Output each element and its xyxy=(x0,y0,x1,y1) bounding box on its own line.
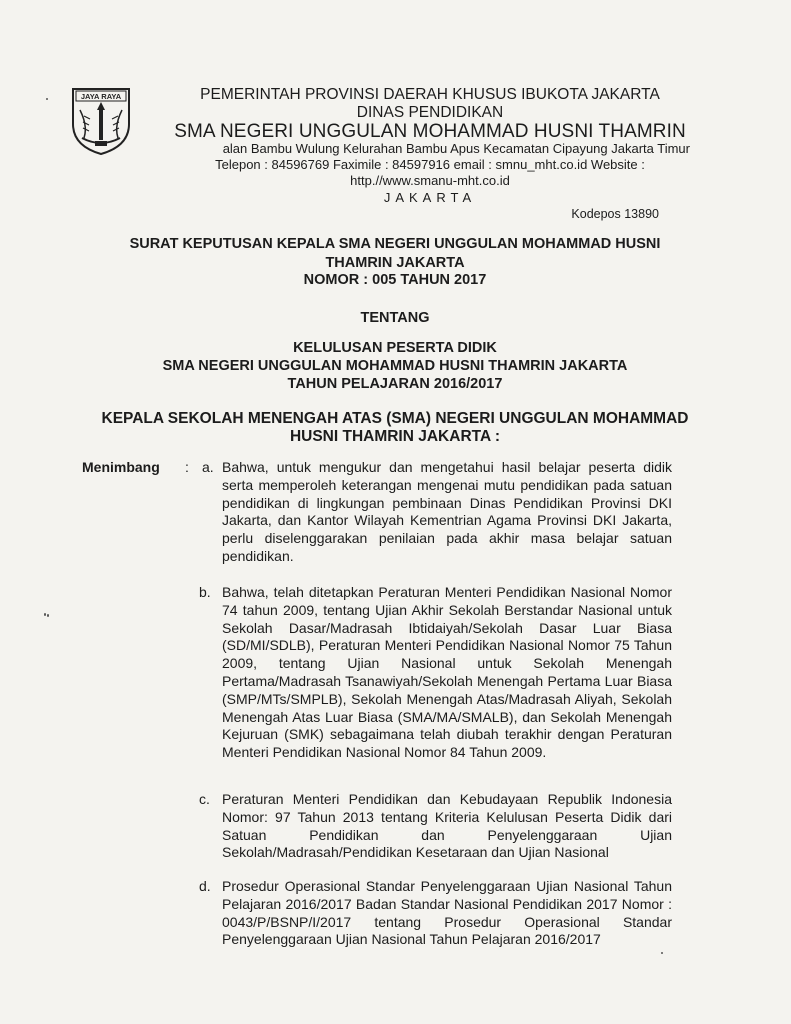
letterhead-school-name: SMA NEGERI UNGGULAN MOHAMMAD HUSNI THAMRIN xyxy=(174,121,686,142)
scan-speck xyxy=(44,613,46,616)
letterhead-contact: Telepon : 84596769 Faximile : 84597916 email : smnu_mht.co.id Website : xyxy=(215,157,645,172)
letterhead-website: http.//www.smanu-mht.co.id xyxy=(350,173,510,188)
letterhead-department: DINAS PENDIDIKAN xyxy=(356,104,504,121)
subject-line1: KELULUSAN PESERTA DIDIK xyxy=(293,340,497,356)
issuer-line1: KEPALA SEKOLAH MENENGAH ATAS (SMA) NEGERI UNGGULAN MOHAMMAD xyxy=(101,410,689,427)
decree-title-line2: THAMRIN JAKARTA xyxy=(325,255,465,271)
svg-text:JAYA RAYA: JAYA RAYA xyxy=(80,92,122,101)
letterhead-city: JAKARTA xyxy=(383,190,477,205)
item-a-letter: a. xyxy=(202,459,214,475)
letterhead-government: PEMERINTAH PROVINSI DAERAH KHUSUS IBUKOTA JAKARTA xyxy=(200,86,660,103)
postal-code: Kodepos 13890 xyxy=(571,207,659,221)
item-b-text: Bahwa, telah ditetapkan Peraturan Menteri Pendidikan Nasional Nomor 74 tahun 2009, tentang Ujian Akhir Sekolah Berstandar Nasional untuk Sekolah Dasar/Madrasah Ibtidaiyah/Sekolah Dasar Luar Biasa (SD/MI/SDLB), Peraturan Menteri Pendidikan Nasional Nomor 75 Tahun 2009, tentang Ujian Nasional untuk Sekolah Menengah Pertama/Madrasah Tsanawiyah/Sekolah Menengah Pertama Luar Biasa (SMP/MTs/SMPLB), Sekolah Menengah Atas/Madrasah Aliyah, Sekolah Menengah Atas Luar Biasa (SMA/MA/SMALB), dan Sekolah Menengah Kejuruan (SMK) sebagaimana telah diubah terakhir dengan Peraturan Menteri Pendidikan Nasional Nomor 84 Tahun 2009. xyxy=(222,584,672,761)
item-c-letter: c. xyxy=(199,791,210,807)
letterhead-address: alan Bambu Wulung Kelurahan Bambu Apus Kecamatan Cipayung Jakarta Timur xyxy=(222,141,690,156)
item-b-letter: b. xyxy=(199,584,211,600)
issuer-line2: HUSNI THAMRIN JAKARTA : xyxy=(289,428,501,445)
subject-line2: SMA NEGERI UNGGULAN MOHAMMAD HUSNI THAMRIN JAKARTA xyxy=(162,358,628,374)
item-d-letter: d. xyxy=(199,878,211,894)
scan-speck xyxy=(46,98,48,100)
subject-line3: TAHUN PELAJARAN 2016/2017 xyxy=(287,376,503,392)
item-a-text: Bahwa, untuk mengukur dan mengetahui hasil belajar peserta didik serta memperoleh keterangan mengenai mutu pendidikan pada satuan pendidikan di lingkungan pembinaan Dinas Pendidikan Provinsi DKI Jakarta, dan Kantor Wilayah Kementrian Agama Provinsi DKI Jakarta, perlu diselenggarakan penilaian pada akhir masa belajar satuan pendidikan. xyxy=(222,459,672,564)
tentang-heading: TENTANG xyxy=(360,310,430,326)
menimbang-label: Menimbang xyxy=(82,459,160,475)
scan-speck xyxy=(661,952,663,954)
decree-number: NOMOR : 005 TAHUN 2017 xyxy=(303,272,487,288)
menimbang-colon: : xyxy=(185,459,189,475)
item-c-text: Peraturan Menteri Pendidikan dan Kebudayaan Republik Indonesia Nomor: 97 Tahun 2013 tentang Kriteria Kelulusan Peserta Didik dari Satuan Pendidikan dan Penyelenggaraan Ujian Sekolah/Madrasah/Pendidikan Kesetaraan dan Ujian Nasional xyxy=(222,791,672,861)
scan-speck xyxy=(47,614,49,617)
item-d-text: Prosedur Operasional Standar Penyelenggaraan Ujian Nasional Tahun Pelajaran 2016/2017 Badan Standar Nasional Pendidikan 2017 Nomor : 0043/P/BSNP/I/2017 tentang Prosedur Operasional Standar Penyelenggaraan Ujian Nasional Tahun Pelajaran 2016/2017 xyxy=(222,878,672,948)
decree-title-line1: SURAT KEPUTUSAN KEPALA SMA NEGERI UNGGULAN MOHAMMAD HUSNI xyxy=(129,236,661,252)
